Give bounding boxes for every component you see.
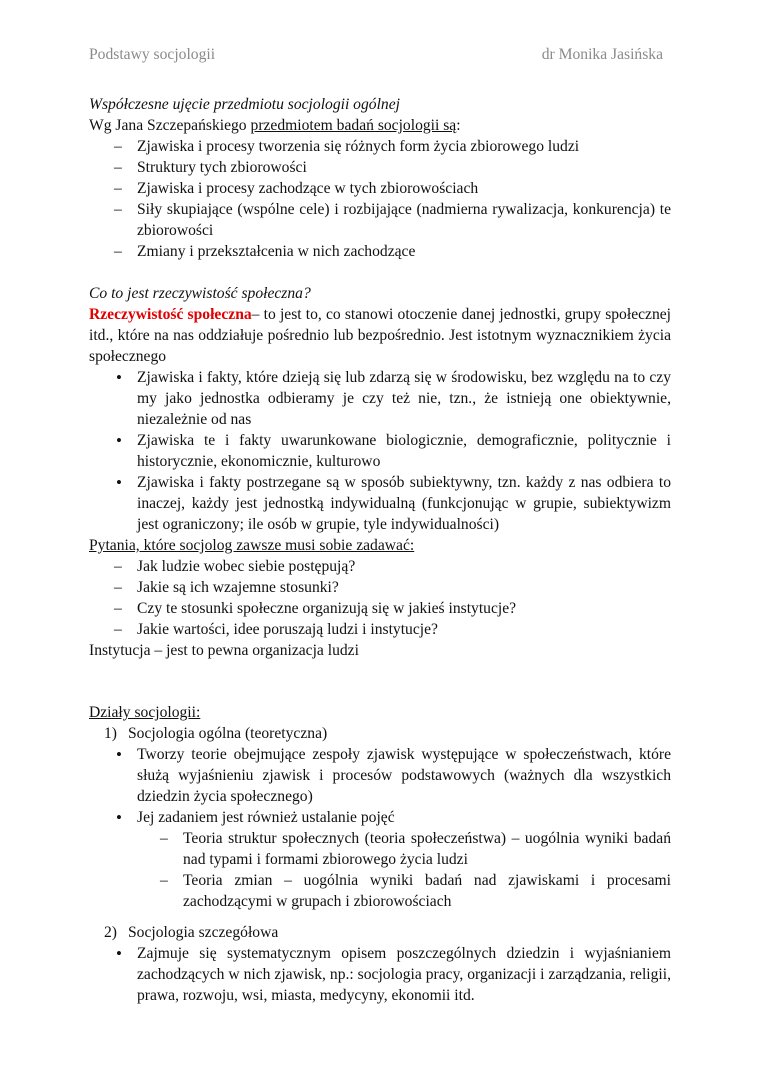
branch-general-title <box>89 723 671 744</box>
header-author: dr Monika Jasińska <box>541 46 663 63</box>
section-heading: Działy socjologii: <box>89 704 201 721</box>
subject-list <box>89 136 671 262</box>
definition-term: Rzeczywistość społeczna <box>89 306 252 323</box>
section-heading: Co to jest rzeczywistość społeczna? <box>89 285 311 302</box>
reality-list <box>89 367 671 535</box>
list-item: – Jakie wartości, idee poruszają ludzi i instytucje? <box>89 619 671 640</box>
intro-suffix: : <box>456 117 461 134</box>
branch-general-list <box>89 744 671 828</box>
list-item: – Czy te stosunki społeczne organizują się w jakieś instytucje? <box>89 598 671 619</box>
list-item: • Zajmuje się systematycznym opisem poszczególnych dziedzin i wyjaśnianiem zachodzących w nich zjawisk, np.: socjologia pracy, organizacji i zarządzania, religii, prawa, rozwoju, wsi, miasta, medycyny, ekonomii itd. <box>89 943 671 1006</box>
list-item: – Jakie są ich wzajemne stosunki? <box>89 577 671 598</box>
list-item: – Zmiany i przekształcenia w nich zachodzące <box>89 241 671 262</box>
theory-list <box>89 828 671 912</box>
list-item: • Tworzy teorie obejmujące zespoły zjawisk występujące w społeczeństwach, które służą wyjaśnieniu zjawisk i procesów podstawowych (ważnych dla wszystkich dziedzin życia społecznego) <box>89 744 671 807</box>
section-social-reality <box>89 283 671 535</box>
section-questions <box>89 535 671 661</box>
list-item: – Zjawiska i procesy zachodzące w tych zbiorowościach <box>89 178 671 199</box>
intro-line <box>89 115 671 136</box>
questions-list <box>89 556 671 640</box>
list-item: • Jej zadaniem jest również ustalanie pojęć <box>89 807 671 828</box>
header-course-title: Podstawy socjologii <box>89 46 216 63</box>
branch-title: Socjologia ogólna (teoretyczna) <box>128 725 328 742</box>
section-heading: Pytania, które socjolog zawsze musi sobie zadawać: <box>89 537 415 554</box>
intro-prefix: Wg Jana Szczepańskiego <box>89 117 251 134</box>
definition <box>89 304 671 367</box>
branch-title: Socjologia szczegółowa <box>128 924 279 941</box>
branch-detailed-list <box>89 943 671 1006</box>
list-item: – Teoria struktur społecznych (teoria społeczeństwa) – uogólnia wyniki badań nad typami i formami zbiorowego życia ludzi <box>89 828 671 870</box>
definition-text: – to jest to, co stanowi otoczenie danej jednostki, grupy społecznej itd., które na nas oddziałuje pośrednio lub bezpośrednio. Jest istotnym wyznacznikiem życia społecznego <box>89 306 672 365</box>
section-heading: Współczesne ujęcie przedmiotu socjologii ogólnej <box>89 96 400 113</box>
section-subject <box>89 94 671 262</box>
branch-detailed-title <box>89 922 671 943</box>
list-item: – Siły skupiające (wspólne cele) i rozbijające (nadmierna rywalizacja, konkurencja) te zbiorowości <box>89 199 671 241</box>
branch-number: 2) <box>104 924 117 941</box>
list-item: • Zjawiska i fakty, które dzieją się lub zdarzą się w środowisku, bez względu na to czy my jako jednostka odbieramy je czy też nie, tzn., że istnieją one obiektywnie, niezależnie od nas <box>89 367 671 430</box>
list-item: • Zjawiska i fakty postrzegane są w sposób subiektywny, tzn. każdy z nas odbiera to inaczej, każdy jest jednostką indywidualną (funkcjonując w grupie, subiektywizm jest ograniczony; ile osób w grupie, tyle indywidualności) <box>89 472 671 535</box>
list-item: – Jak ludzie wobec siebie postępują? <box>89 556 671 577</box>
institution-note: Instytucja – jest to pewna organizacja ludzi <box>89 642 359 659</box>
list-item: • Zjawiska te i fakty uwarunkowane biologicznie, demograficznie, politycznie i historycznie, ekonomicznie, kulturowo <box>89 430 671 472</box>
list-item: – Teoria zmian – uogólnia wyniki badań nad zjawiskami i procesami zachodzącymi w grupach i zbiorowościach <box>89 870 671 912</box>
section-branches <box>89 702 671 1006</box>
list-item: – Zjawiska i procesy tworzenia się różnych form życia zbiorowego ludzi <box>89 136 671 157</box>
intro-underlined: przedmiotem badań socjologii są <box>250 117 457 134</box>
branch-number: 1) <box>104 725 117 742</box>
list-item: – Struktury tych zbiorowości <box>89 157 671 178</box>
